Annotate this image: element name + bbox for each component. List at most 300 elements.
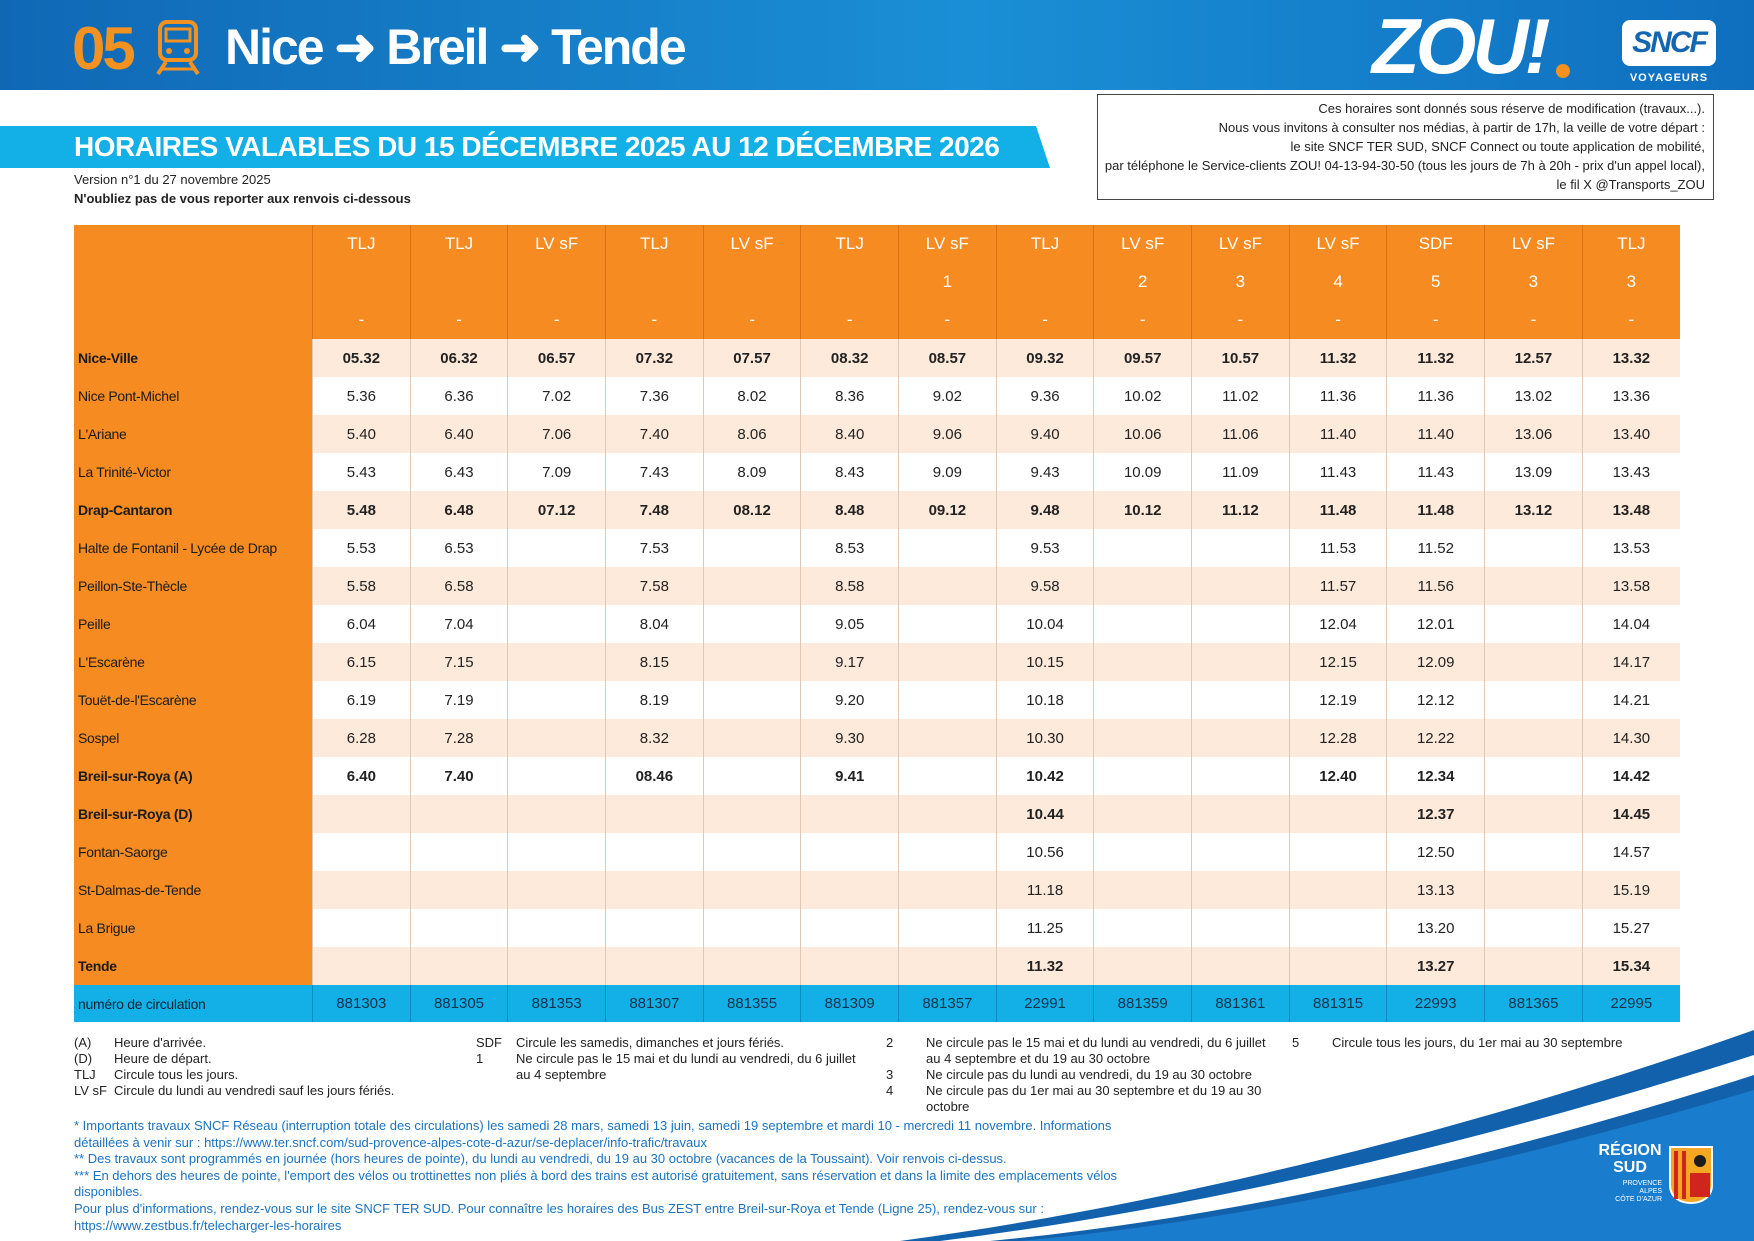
- stop-row: [74, 681, 1680, 719]
- departure-time: 07.32: [606, 339, 704, 377]
- departure-time: 9.20: [801, 681, 899, 719]
- column-dash: -: [1582, 301, 1680, 339]
- column-note: [508, 263, 606, 301]
- notice-line: par téléphone le Service-clients ZOU! 04-13-94-30-50 (tous les jours de 7h à 20h - prix d'un appel local),: [1104, 158, 1705, 173]
- departure-time: 07.12: [508, 491, 606, 529]
- departure-time: 6.40: [410, 415, 508, 453]
- departure-time: [1094, 719, 1192, 757]
- departure-time: 13.43: [1582, 453, 1680, 491]
- departure-time: [1485, 871, 1583, 909]
- departure-time: 10.12: [1094, 491, 1192, 529]
- column-days: LV sF: [508, 225, 606, 263]
- legend-value: Circule les samedis, dimanches et jours fériés.: [516, 1035, 785, 1050]
- stop-name: Halte de Fontanil - Lycée de Drap: [74, 529, 313, 567]
- departure-time: 13.09: [1485, 453, 1583, 491]
- legend-value: Circule tous les jours.: [114, 1067, 239, 1082]
- departure-time: [410, 947, 508, 985]
- departure-time: 9.58: [996, 567, 1094, 605]
- departure-time: 11.57: [1289, 567, 1387, 605]
- departure-time: 13.36: [1582, 377, 1680, 415]
- departure-time: 09.12: [899, 491, 997, 529]
- departure-time: 10.44: [996, 795, 1094, 833]
- departure-time: [899, 681, 997, 719]
- departure-time: [899, 757, 997, 795]
- departure-time: [1192, 757, 1290, 795]
- decorative-swoosh: [900, 1000, 1754, 1241]
- departure-time: 12.22: [1387, 719, 1485, 757]
- departure-time: 7.06: [508, 415, 606, 453]
- stop-name: La Trinité-Victor: [74, 453, 313, 491]
- departure-time: [703, 643, 801, 681]
- departure-time: [703, 795, 801, 833]
- departure-time: [1094, 681, 1192, 719]
- departure-time: [703, 529, 801, 567]
- departure-time: [1094, 757, 1192, 795]
- departure-time: 11.48: [1289, 491, 1387, 529]
- departure-time: 08.12: [703, 491, 801, 529]
- departure-time: 12.01: [1387, 605, 1485, 643]
- departure-time: 08.46: [606, 757, 704, 795]
- departure-time: [410, 795, 508, 833]
- departure-time: 9.17: [801, 643, 899, 681]
- legend-value: Ne circule pas du lundi au vendredi, du 19 au 30 octobre: [926, 1067, 1252, 1082]
- column-days: LV sF: [1485, 225, 1583, 263]
- departure-time: 11.43: [1289, 453, 1387, 491]
- departure-time: 6.19: [313, 681, 411, 719]
- departure-time: 11.40: [1289, 415, 1387, 453]
- departure-time: [703, 757, 801, 795]
- departure-time: 11.36: [1289, 377, 1387, 415]
- departure-time: 11.12: [1192, 491, 1290, 529]
- sncf-voyageurs-label: VOYAGEURS: [1629, 72, 1709, 84]
- departure-time: 9.05: [801, 605, 899, 643]
- departure-time: [410, 871, 508, 909]
- departure-time: 8.19: [606, 681, 704, 719]
- departure-time: [899, 947, 997, 985]
- departure-time: [1289, 871, 1387, 909]
- departure-time: 7.09: [508, 453, 606, 491]
- departure-time: [801, 795, 899, 833]
- departure-time: [899, 833, 997, 871]
- departure-time: [899, 605, 997, 643]
- departure-time: 9.02: [899, 377, 997, 415]
- departure-time: 7.28: [410, 719, 508, 757]
- departure-time: 13.32: [1582, 339, 1680, 377]
- departure-time: 8.32: [606, 719, 704, 757]
- departure-time: 7.36: [606, 377, 704, 415]
- departure-time: 8.09: [703, 453, 801, 491]
- departure-time: 7.40: [410, 757, 508, 795]
- notice-line: Nous vous invitons à consulter nos médias, à partir de 17h, la veille de votre départ :: [1218, 120, 1705, 135]
- departure-time: 08.32: [801, 339, 899, 377]
- train-number: 881353: [508, 985, 606, 1022]
- departure-time: [703, 909, 801, 947]
- column-dash: -: [508, 301, 606, 339]
- departure-time: 13.48: [1582, 491, 1680, 529]
- train-number: 881315: [1289, 985, 1387, 1022]
- stop-row: [74, 947, 1680, 985]
- column-days: LV sF: [1192, 225, 1290, 263]
- header-row-notes: [74, 263, 1680, 301]
- departure-time: 08.57: [899, 339, 997, 377]
- departure-time: [899, 909, 997, 947]
- stop-row: [74, 795, 1680, 833]
- stop-row: [74, 643, 1680, 681]
- region-sud-logo: RÉGION SUD: [1598, 1142, 1662, 1176]
- departure-time: 8.36: [801, 377, 899, 415]
- stop-row: [74, 833, 1680, 871]
- departure-time: 7.58: [606, 567, 704, 605]
- legend-key: 4: [886, 1083, 894, 1098]
- departure-time: 10.06: [1094, 415, 1192, 453]
- column-note: 1: [899, 263, 997, 301]
- legend-value: Heure de départ.: [114, 1051, 212, 1066]
- departure-time: 9.06: [899, 415, 997, 453]
- header-row-days: [74, 225, 1680, 263]
- departure-time: 14.30: [1582, 719, 1680, 757]
- departure-time: [1094, 643, 1192, 681]
- legend-value: Circule du lundi au vendredi sauf les jours fériés.: [114, 1083, 395, 1098]
- train-number: 881309: [801, 985, 899, 1022]
- departure-time: 07.57: [703, 339, 801, 377]
- departure-time: [1485, 681, 1583, 719]
- departure-time: 13.06: [1485, 415, 1583, 453]
- departure-time: 05.32: [313, 339, 411, 377]
- departure-time: [899, 567, 997, 605]
- departure-time: 8.53: [801, 529, 899, 567]
- column-dash: -: [313, 301, 411, 339]
- stop-name: Touët-de-l'Escarène: [74, 681, 313, 719]
- departure-time: 10.02: [1094, 377, 1192, 415]
- departure-time: 11.53: [1289, 529, 1387, 567]
- departure-time: 11.32: [996, 947, 1094, 985]
- legend-key: TLJ: [74, 1067, 96, 1082]
- departure-time: 8.15: [606, 643, 704, 681]
- departure-time: 11.36: [1387, 377, 1485, 415]
- legend-key: 2: [886, 1035, 894, 1050]
- departure-time: 13.53: [1582, 529, 1680, 567]
- column-note: [996, 263, 1094, 301]
- departure-time: 14.45: [1582, 795, 1680, 833]
- departure-time: [410, 909, 508, 947]
- sncf-logo: SNCF: [1632, 26, 1706, 59]
- column-note: 2: [1094, 263, 1192, 301]
- timetable: [74, 225, 1680, 1022]
- departure-time: [508, 833, 606, 871]
- column-note: [410, 263, 508, 301]
- departure-time: [1485, 947, 1583, 985]
- train-number-label: numéro de circulation: [74, 985, 313, 1022]
- departure-time: 11.56: [1387, 567, 1485, 605]
- column-note: [313, 263, 411, 301]
- departure-time: 9.40: [996, 415, 1094, 453]
- version-info: Version n°1 du 27 novembre 2025: [74, 172, 271, 187]
- departure-time: [1094, 567, 1192, 605]
- header-corner: [74, 263, 313, 301]
- header-row-dash: [74, 301, 1680, 339]
- column-days: SDF: [1387, 225, 1485, 263]
- departure-time: 5.48: [313, 491, 411, 529]
- departure-time: 9.30: [801, 719, 899, 757]
- stop-name: Breil-sur-Roya (A): [74, 757, 313, 795]
- departure-time: 10.56: [996, 833, 1094, 871]
- departure-time: 6.43: [410, 453, 508, 491]
- legend-entry: [476, 1035, 866, 1051]
- departure-time: [1192, 567, 1290, 605]
- departure-time: [1094, 833, 1192, 871]
- legend-value: Heure d'arrivée.: [114, 1035, 207, 1050]
- departure-time: 12.28: [1289, 719, 1387, 757]
- departure-time: 13.58: [1582, 567, 1680, 605]
- departure-time: [703, 833, 801, 871]
- departure-time: 9.09: [899, 453, 997, 491]
- line-number: 05: [72, 15, 133, 82]
- stop-name: Drap-Cantaron: [74, 491, 313, 529]
- column-days: TLJ: [1582, 225, 1680, 263]
- column-days: LV sF: [1289, 225, 1387, 263]
- departure-time: 14.21: [1582, 681, 1680, 719]
- departure-time: 13.12: [1485, 491, 1583, 529]
- departure-time: 9.41: [801, 757, 899, 795]
- departure-time: [508, 605, 606, 643]
- legend-key: 3: [886, 1067, 894, 1082]
- column-dash: -: [606, 301, 704, 339]
- stop-row: [74, 871, 1680, 909]
- column-note: 5: [1387, 263, 1485, 301]
- column-days: LV sF: [1094, 225, 1192, 263]
- departure-time: 12.50: [1387, 833, 1485, 871]
- departure-time: [899, 795, 997, 833]
- stop-row: [74, 757, 1680, 795]
- departure-time: 12.04: [1289, 605, 1387, 643]
- departure-time: [1485, 567, 1583, 605]
- notice-line: le fil X @Transports_ZOU: [1556, 177, 1705, 192]
- column-dash: -: [899, 301, 997, 339]
- departure-time: [1485, 719, 1583, 757]
- departure-time: [1485, 529, 1583, 567]
- departure-time: 9.36: [996, 377, 1094, 415]
- departure-time: 7.48: [606, 491, 704, 529]
- train-number: 22991: [996, 985, 1094, 1022]
- departure-time: [410, 833, 508, 871]
- departure-time: [606, 947, 704, 985]
- column-dash: -: [410, 301, 508, 339]
- validity-period: HORAIRES VALABLES DU 15 DÉCEMBRE 2025 AU 12 DÉCEMBRE 2026: [74, 131, 1000, 162]
- stop-name: Peillon-Ste-Thècle: [74, 567, 313, 605]
- departure-time: [508, 909, 606, 947]
- zou-logo: ZOU!: [1372, 2, 1547, 90]
- column-note: 3: [1192, 263, 1290, 301]
- departure-time: 6.40: [313, 757, 411, 795]
- departure-time: 13.02: [1485, 377, 1583, 415]
- train-number: 881357: [899, 985, 997, 1022]
- region-subtitle: PROVENCE ALPES CÔTE D'AZUR: [1615, 1180, 1662, 1203]
- departure-time: 12.09: [1387, 643, 1485, 681]
- departure-time: 7.04: [410, 605, 508, 643]
- stop-name: Tende: [74, 947, 313, 985]
- departure-time: 6.53: [410, 529, 508, 567]
- departure-time: 11.32: [1289, 339, 1387, 377]
- column-days: TLJ: [801, 225, 899, 263]
- notice-line: Ces horaires sont donnés sous réserve de modification (travaux...).: [1318, 101, 1705, 116]
- departure-time: 11.06: [1192, 415, 1290, 453]
- departure-time: 06.57: [508, 339, 606, 377]
- departure-time: [1192, 719, 1290, 757]
- train-number: 881307: [606, 985, 704, 1022]
- stop-row: [74, 719, 1680, 757]
- departure-time: 13.20: [1387, 909, 1485, 947]
- column-days: TLJ: [606, 225, 704, 263]
- departure-time: 8.02: [703, 377, 801, 415]
- legend-entry: [476, 1051, 866, 1083]
- departure-time: [703, 681, 801, 719]
- column-dash: -: [1387, 301, 1485, 339]
- train-number: 22993: [1387, 985, 1485, 1022]
- notice-line: le site SNCF TER SUD, SNCF Connect ou toute application de mobilité,: [1290, 139, 1705, 154]
- footnote: ** Des travaux sont programmés en journée (hors heures de pointe), du lundi au vendredi, du 19 au 30 octobre (vacances de la Toussaint). Voir renvois ci-dessus.: [74, 1151, 1007, 1167]
- column-days: TLJ: [313, 225, 411, 263]
- legend-key: SDF: [476, 1035, 502, 1050]
- departure-time: 10.18: [996, 681, 1094, 719]
- departure-time: 8.43: [801, 453, 899, 491]
- train-icon: [152, 18, 204, 76]
- departure-time: [801, 833, 899, 871]
- departure-time: [606, 871, 704, 909]
- legend-entry: [74, 1035, 444, 1051]
- train-number: 881305: [410, 985, 508, 1022]
- departure-time: 7.53: [606, 529, 704, 567]
- footnote: Pour plus d'informations, rendez-vous sur le site SNCF TER SUD. Pour connaître les horaires des Bus ZEST entre Breil-sur-Roya et Tende (Ligne 25), rendez-vous sur : https://www.zestbus.fr/telecharger-les-horaires: [74, 1200, 1044, 1233]
- departure-time: [508, 681, 606, 719]
- departure-time: 12.12: [1387, 681, 1485, 719]
- departure-time: [508, 947, 606, 985]
- zou-logo-dot: [1556, 64, 1570, 78]
- train-number: 881361: [1192, 985, 1290, 1022]
- departure-time: [508, 529, 606, 567]
- column-dash: -: [1192, 301, 1290, 339]
- departure-time: [1485, 833, 1583, 871]
- departure-time: 13.27: [1387, 947, 1485, 985]
- departure-time: 10.04: [996, 605, 1094, 643]
- legend-key: LV sF: [74, 1083, 107, 1098]
- departure-time: [1485, 757, 1583, 795]
- departure-time: [1289, 833, 1387, 871]
- stop-row: [74, 605, 1680, 643]
- departure-time: 12.34: [1387, 757, 1485, 795]
- column-dash: -: [801, 301, 899, 339]
- departure-time: 5.58: [313, 567, 411, 605]
- departure-time: [899, 529, 997, 567]
- departure-time: [1192, 947, 1290, 985]
- legend-entry: [74, 1051, 444, 1067]
- column-days: TLJ: [410, 225, 508, 263]
- departure-time: 9.43: [996, 453, 1094, 491]
- departure-time: 11.43: [1387, 453, 1485, 491]
- departure-time: [1485, 643, 1583, 681]
- stop-row: [74, 491, 1680, 529]
- departure-time: [1094, 605, 1192, 643]
- stop-name: L'Ariane: [74, 415, 313, 453]
- departure-time: [508, 643, 606, 681]
- stop-name: Sospel: [74, 719, 313, 757]
- notice-box: [1097, 94, 1714, 200]
- departure-time: 5.43: [313, 453, 411, 491]
- departure-time: 6.48: [410, 491, 508, 529]
- departure-time: 10.09: [1094, 453, 1192, 491]
- departure-time: 15.19: [1582, 871, 1680, 909]
- column-note: 4: [1289, 263, 1387, 301]
- departure-time: 6.04: [313, 605, 411, 643]
- train-number: 881365: [1485, 985, 1583, 1022]
- departure-time: 8.58: [801, 567, 899, 605]
- departure-time: 7.15: [410, 643, 508, 681]
- departure-time: 8.04: [606, 605, 704, 643]
- column-days: TLJ: [996, 225, 1094, 263]
- stop-row: [74, 415, 1680, 453]
- departure-time: [801, 909, 899, 947]
- region-coat-of-arms-icon: [1668, 1145, 1714, 1205]
- departure-time: 13.40: [1582, 415, 1680, 453]
- train-number: 881359: [1094, 985, 1192, 1022]
- departure-time: [1094, 909, 1192, 947]
- footnote: *** En dehors des heures de pointe, l'emport des vélos ou trottinettes non pliés à bord des trains est autorisé gratuitement, sans réservation et dans la limite des emplacements vélos disponibles.: [74, 1167, 1118, 1200]
- departure-time: [1094, 795, 1192, 833]
- departure-time: [508, 757, 606, 795]
- departure-time: 10.42: [996, 757, 1094, 795]
- departure-time: 11.52: [1387, 529, 1485, 567]
- departure-time: [703, 947, 801, 985]
- column-dash: -: [703, 301, 801, 339]
- departure-time: [1094, 529, 1192, 567]
- departure-time: [313, 947, 411, 985]
- departure-time: 12.37: [1387, 795, 1485, 833]
- departure-time: [703, 871, 801, 909]
- stop-name: Breil-sur-Roya (D): [74, 795, 313, 833]
- departure-time: [899, 871, 997, 909]
- departure-time: [508, 795, 606, 833]
- stop-name: La Brigue: [74, 909, 313, 947]
- departure-time: [313, 833, 411, 871]
- departure-time: 7.43: [606, 453, 704, 491]
- departure-time: 06.32: [410, 339, 508, 377]
- departure-time: [1192, 909, 1290, 947]
- departure-time: 6.36: [410, 377, 508, 415]
- stop-name: Fontan-Saorge: [74, 833, 313, 871]
- departure-time: [1289, 947, 1387, 985]
- stop-row: [74, 339, 1680, 377]
- departure-time: 5.36: [313, 377, 411, 415]
- departure-time: 10.15: [996, 643, 1094, 681]
- departure-time: [801, 871, 899, 909]
- legend-entry: [74, 1083, 444, 1099]
- departure-time: 7.19: [410, 681, 508, 719]
- stop-row: [74, 529, 1680, 567]
- departure-time: 15.27: [1582, 909, 1680, 947]
- header-corner: [74, 301, 313, 339]
- departure-time: 7.40: [606, 415, 704, 453]
- departure-time: 12.57: [1485, 339, 1583, 377]
- departure-time: [1192, 871, 1290, 909]
- departure-time: 09.57: [1094, 339, 1192, 377]
- stop-name: Nice Pont-Michel: [74, 377, 313, 415]
- train-number: 881303: [313, 985, 411, 1022]
- departure-time: 11.32: [1387, 339, 1485, 377]
- departure-time: 10.30: [996, 719, 1094, 757]
- departure-time: 6.58: [410, 567, 508, 605]
- departure-time: 6.15: [313, 643, 411, 681]
- departure-time: [1485, 795, 1583, 833]
- departure-time: [606, 833, 704, 871]
